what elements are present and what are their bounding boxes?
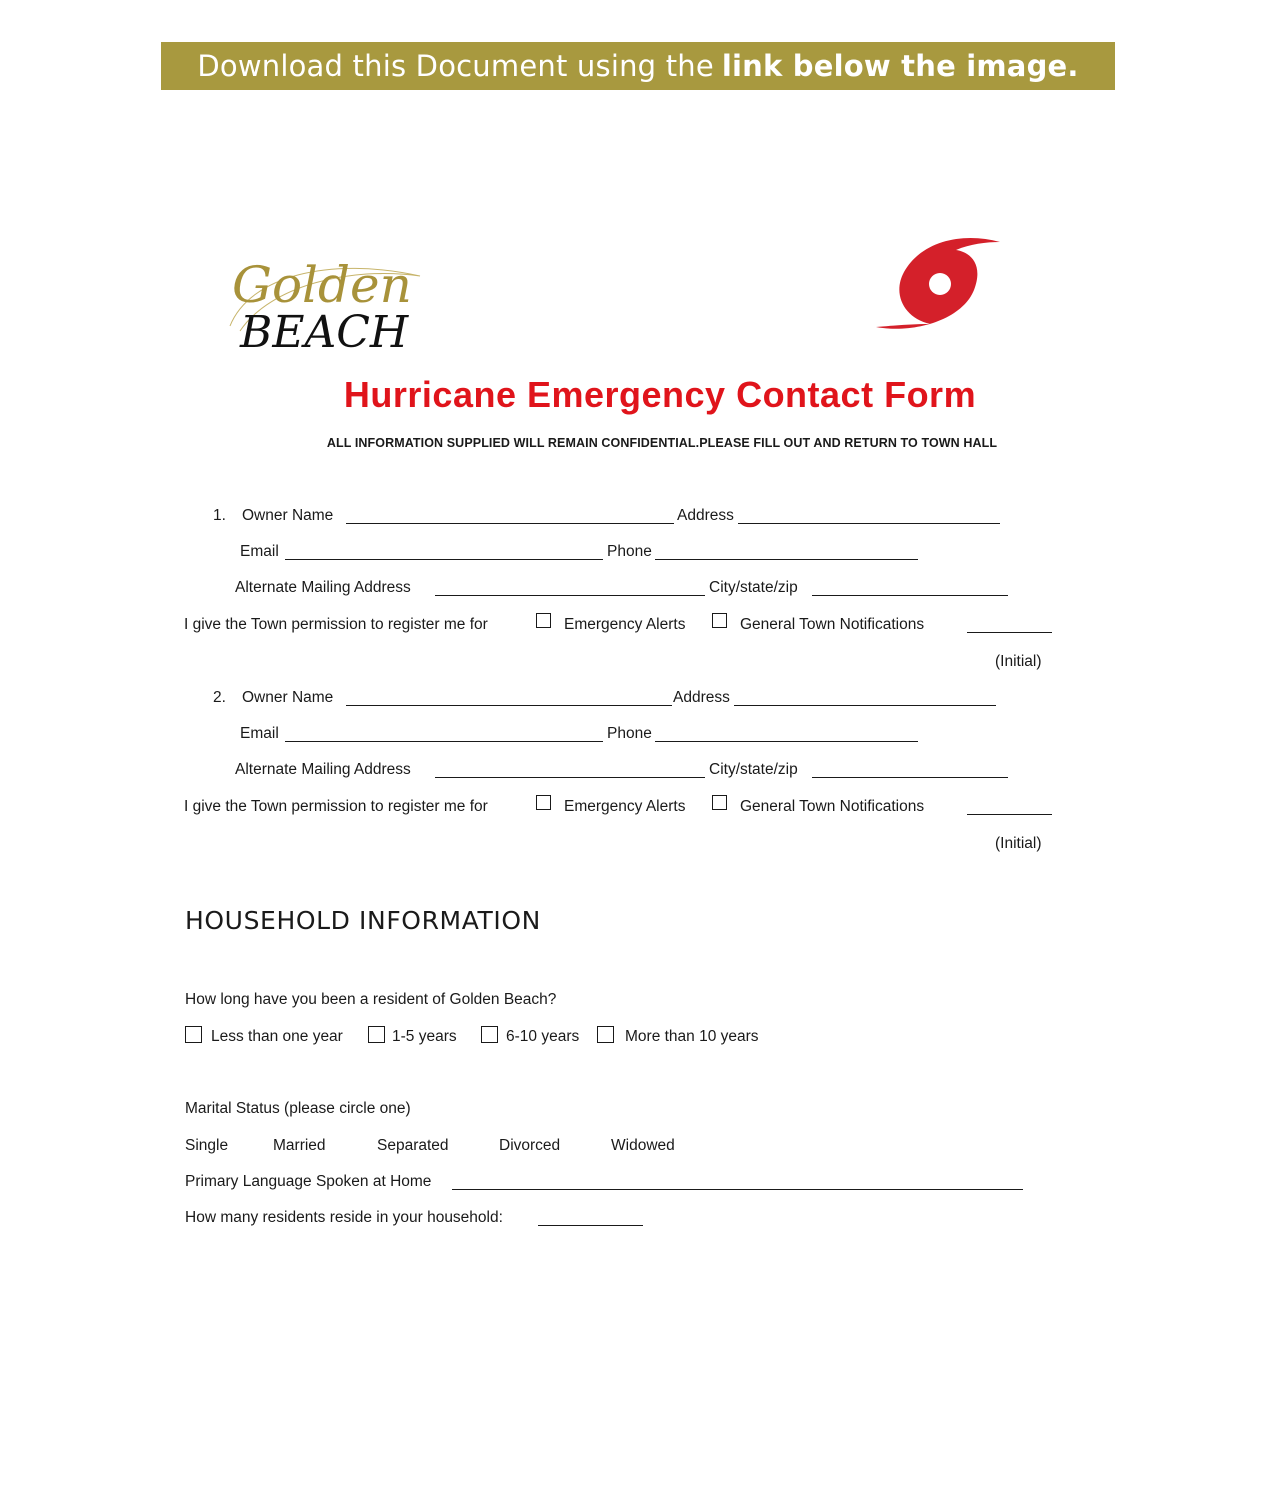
primary-language-field[interactable]	[452, 1189, 1023, 1190]
owner-number: 1.	[213, 507, 226, 524]
logo-word-beach: BEACH	[240, 307, 409, 358]
address-label: Address	[677, 507, 734, 524]
email-field[interactable]	[285, 741, 603, 742]
confidentiality-notice: ALL INFORMATION SUPPLIED WILL REMAIN CONFIDENTIAL.PLEASE FILL OUT AND RETURN TO TOWN HALL	[326, 436, 998, 450]
town-notifications-checkbox[interactable]	[712, 613, 727, 628]
primary-language-label: Primary Language Spoken at Home	[185, 1173, 432, 1190]
email-label: Email	[240, 725, 279, 742]
residency-checkbox-1-5[interactable]	[368, 1026, 385, 1043]
town-notifications-label: General Town Notifications	[740, 616, 925, 633]
permission-label: I give the Town permission to register me for	[184, 616, 488, 633]
phone-label: Phone	[607, 543, 652, 560]
town-notifications-label: General Town Notifications	[740, 798, 925, 815]
residency-checkbox-6-10[interactable]	[481, 1026, 498, 1043]
emergency-alerts-label: Emergency Alerts	[564, 798, 686, 815]
logo-word-golden: Golden	[232, 256, 412, 314]
residency-checkbox-less-than-one[interactable]	[185, 1026, 202, 1043]
emergency-alerts-label: Emergency Alerts	[564, 616, 686, 633]
residency-question: How long have you been a resident of Golden Beach?	[185, 991, 557, 1008]
city-state-zip-field[interactable]	[812, 595, 1008, 596]
residency-option-label: 1-5 years	[392, 1028, 457, 1045]
residency-option-label: Less than one year	[211, 1028, 343, 1045]
residency-option-label: 6-10 years	[506, 1028, 580, 1045]
town-notifications-checkbox[interactable]	[712, 795, 727, 810]
alternate-address-field[interactable]	[435, 777, 705, 778]
banner-text: Download this Document using the	[197, 49, 714, 83]
email-label: Email	[240, 543, 279, 560]
marital-option-separated[interactable]: Separated	[377, 1137, 449, 1154]
alternate-address-label: Alternate Mailing Address	[235, 579, 411, 596]
phone-field[interactable]	[655, 559, 918, 560]
emergency-alerts-checkbox[interactable]	[536, 795, 551, 810]
phone-field[interactable]	[655, 741, 918, 742]
residents-count-field[interactable]	[538, 1225, 643, 1226]
owner-name-field[interactable]	[346, 523, 674, 524]
email-field[interactable]	[285, 559, 603, 560]
owner-name-field[interactable]	[346, 705, 672, 706]
residents-count-label: How many residents reside in your household:	[185, 1209, 503, 1226]
golden-beach-logo	[210, 246, 440, 358]
marital-status-label: Marital Status (please circle one)	[185, 1100, 411, 1117]
address-label: Address	[673, 689, 730, 706]
initial-label: (Initial)	[995, 835, 1042, 852]
marital-option-widowed[interactable]: Widowed	[611, 1137, 675, 1154]
marital-option-single[interactable]: Single	[185, 1137, 229, 1154]
marital-option-married[interactable]: Married	[273, 1137, 326, 1154]
owner-number: 2.	[213, 689, 226, 706]
household-heading: HOUSEHOLD INFORMATION	[185, 906, 541, 935]
phone-label: Phone	[607, 725, 652, 742]
form-title: Hurricane Emergency Contact Form	[343, 374, 977, 415]
city-state-zip-label: City/state/zip	[709, 761, 798, 778]
city-state-zip-field[interactable]	[812, 777, 1008, 778]
initial-label: (Initial)	[995, 653, 1042, 670]
address-field[interactable]	[734, 705, 996, 706]
address-field[interactable]	[738, 523, 1000, 524]
emergency-alerts-checkbox[interactable]	[536, 613, 551, 628]
initial-field[interactable]	[967, 814, 1052, 815]
alternate-address-label: Alternate Mailing Address	[235, 761, 411, 778]
hurricane-icon	[874, 232, 1006, 332]
alternate-address-field[interactable]	[435, 595, 705, 596]
marital-option-divorced[interactable]: Divorced	[499, 1137, 561, 1154]
residency-option-label: More than 10 years	[625, 1028, 759, 1045]
residency-checkbox-more-than-10[interactable]	[597, 1026, 614, 1043]
city-state-zip-label: City/state/zip	[709, 579, 798, 596]
initial-field[interactable]	[967, 632, 1052, 633]
owner-name-label: Owner Name	[242, 689, 334, 706]
owner-name-label: Owner Name	[242, 507, 334, 524]
banner-link-text[interactable]: link below the image.	[721, 49, 1079, 83]
download-banner[interactable]	[161, 42, 1115, 90]
permission-label: I give the Town permission to register me for	[184, 798, 488, 815]
